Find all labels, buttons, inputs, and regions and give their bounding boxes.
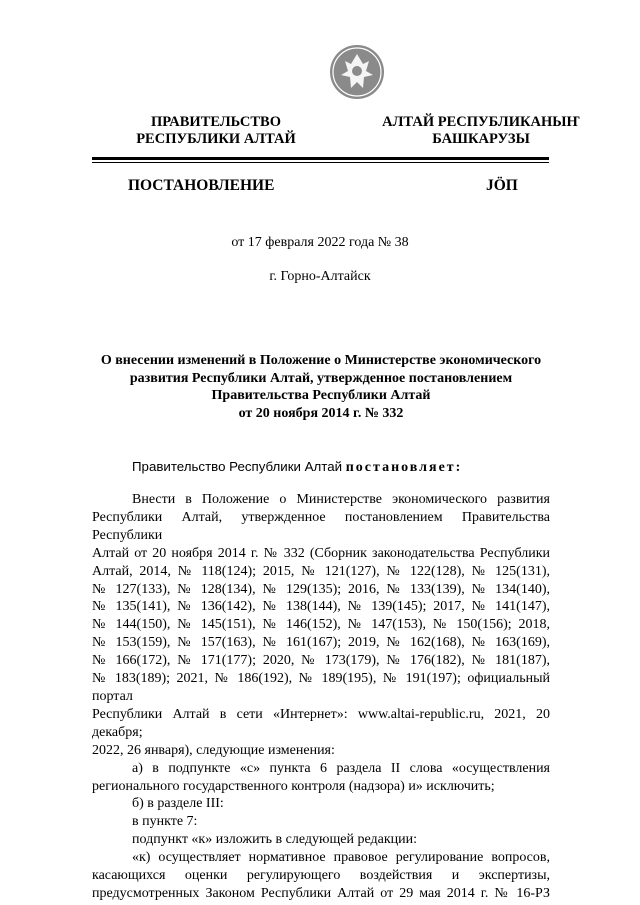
coat-of-arms-icon	[329, 44, 385, 100]
body-line: № 183(189); 2021, № 186(192), № 189(195), № 191(197); официальный портал	[92, 671, 550, 704]
body-line: Республики Алтай, утвержденное постановлением Правительства Республики	[92, 509, 550, 543]
body-line: 2022, 26 января), следующие изменения:	[92, 742, 335, 758]
body-line: в пункте 7:	[132, 814, 198, 830]
document-body	[92, 491, 550, 903]
body-line: подпункт «к» изложить в следующей редакции:	[132, 832, 418, 848]
body-line: а) в подпункте «с» пункта 6 раздела II слова «осуществления	[132, 760, 550, 776]
body-line: № 127(133), № 128(134), № 129(135); 2016, № 133(139), № 134(140),	[92, 581, 550, 597]
body-line: «к) осуществляет нормативное правовое регулирование вопросов,	[132, 850, 550, 866]
document-city: г. Горно-Алтайск	[269, 269, 371, 284]
body-line: Внести в Положение о Министерстве экономического развития	[132, 492, 550, 507]
document-title	[92, 352, 550, 422]
government-name-altai	[366, 114, 596, 148]
body-line: Алтай, 2014, № 118(124); 2015, № 121(127), № 122(128), № 125(131),	[92, 563, 550, 579]
org-right-line-2: БАШКАРУЗЫ	[432, 131, 530, 147]
org-left-line-2: РЕСПУБЛИКИ АЛТАЙ	[136, 131, 296, 147]
body-line: № 144(150), № 145(151), № 146(152), № 147(153), № 150(156); 2018,	[92, 617, 550, 633]
body-line: № 166(172), № 171(177); 2020, № 173(179), № 176(182), № 181(187),	[92, 653, 550, 669]
preamble-subject: Правительство Республики Алтай	[132, 459, 343, 474]
org-right-line-1: АЛТАЙ РЕСПУБЛИКАНЫҤ	[382, 114, 580, 130]
title-line: от 20 ноября 2014 г. № 332	[238, 405, 404, 421]
title-line: развития Республики Алтай, утвержденное постановлением	[129, 370, 513, 386]
org-left-line-1: ПРАВИТЕЛЬСТВО	[151, 114, 281, 130]
body-line: Алтай от 20 ноября 2014 г. № 332 (Сборник законодательства Республики	[92, 545, 550, 561]
body-line: б) в разделе III:	[132, 796, 224, 812]
government-name-russian	[108, 114, 324, 148]
document-type-altai: JÖП	[486, 177, 518, 194]
body-line: регионального государственного контроля (надзора) и» исключить;	[92, 778, 495, 794]
preamble	[132, 458, 462, 477]
preamble-verb: постановляет:	[345, 460, 463, 475]
header-divider-thick	[92, 157, 549, 160]
document-date: от 17 февраля 2022 года № 38	[231, 235, 409, 250]
title-line: О внесении изменений в Положение о Министерстве экономического	[100, 353, 542, 368]
body-line: Республики Алтай в сети «Интернет»: www.altai-republic.ru, 2021, 20 декабря;	[92, 706, 550, 740]
body-line: предусмотренных Законом Республики Алтай от 29 мая 2014 г. № 16-РЗ	[92, 885, 550, 901]
body-line: касающихся оценки регулирующего воздействия и экспертизы,	[92, 868, 550, 884]
title-line: Правительства Республики Алтай	[211, 388, 431, 403]
body-line: № 153(159), № 157(163), № 161(167); 2019, № 162(168), № 163(169),	[92, 635, 550, 651]
body-line: № 135(141), № 136(142), № 138(144), № 139(145); 2017, № 141(147),	[92, 599, 550, 615]
header-divider-thin	[92, 162, 549, 163]
document-type-russian: ПОСТАНОВЛЕНИЕ	[128, 177, 275, 194]
